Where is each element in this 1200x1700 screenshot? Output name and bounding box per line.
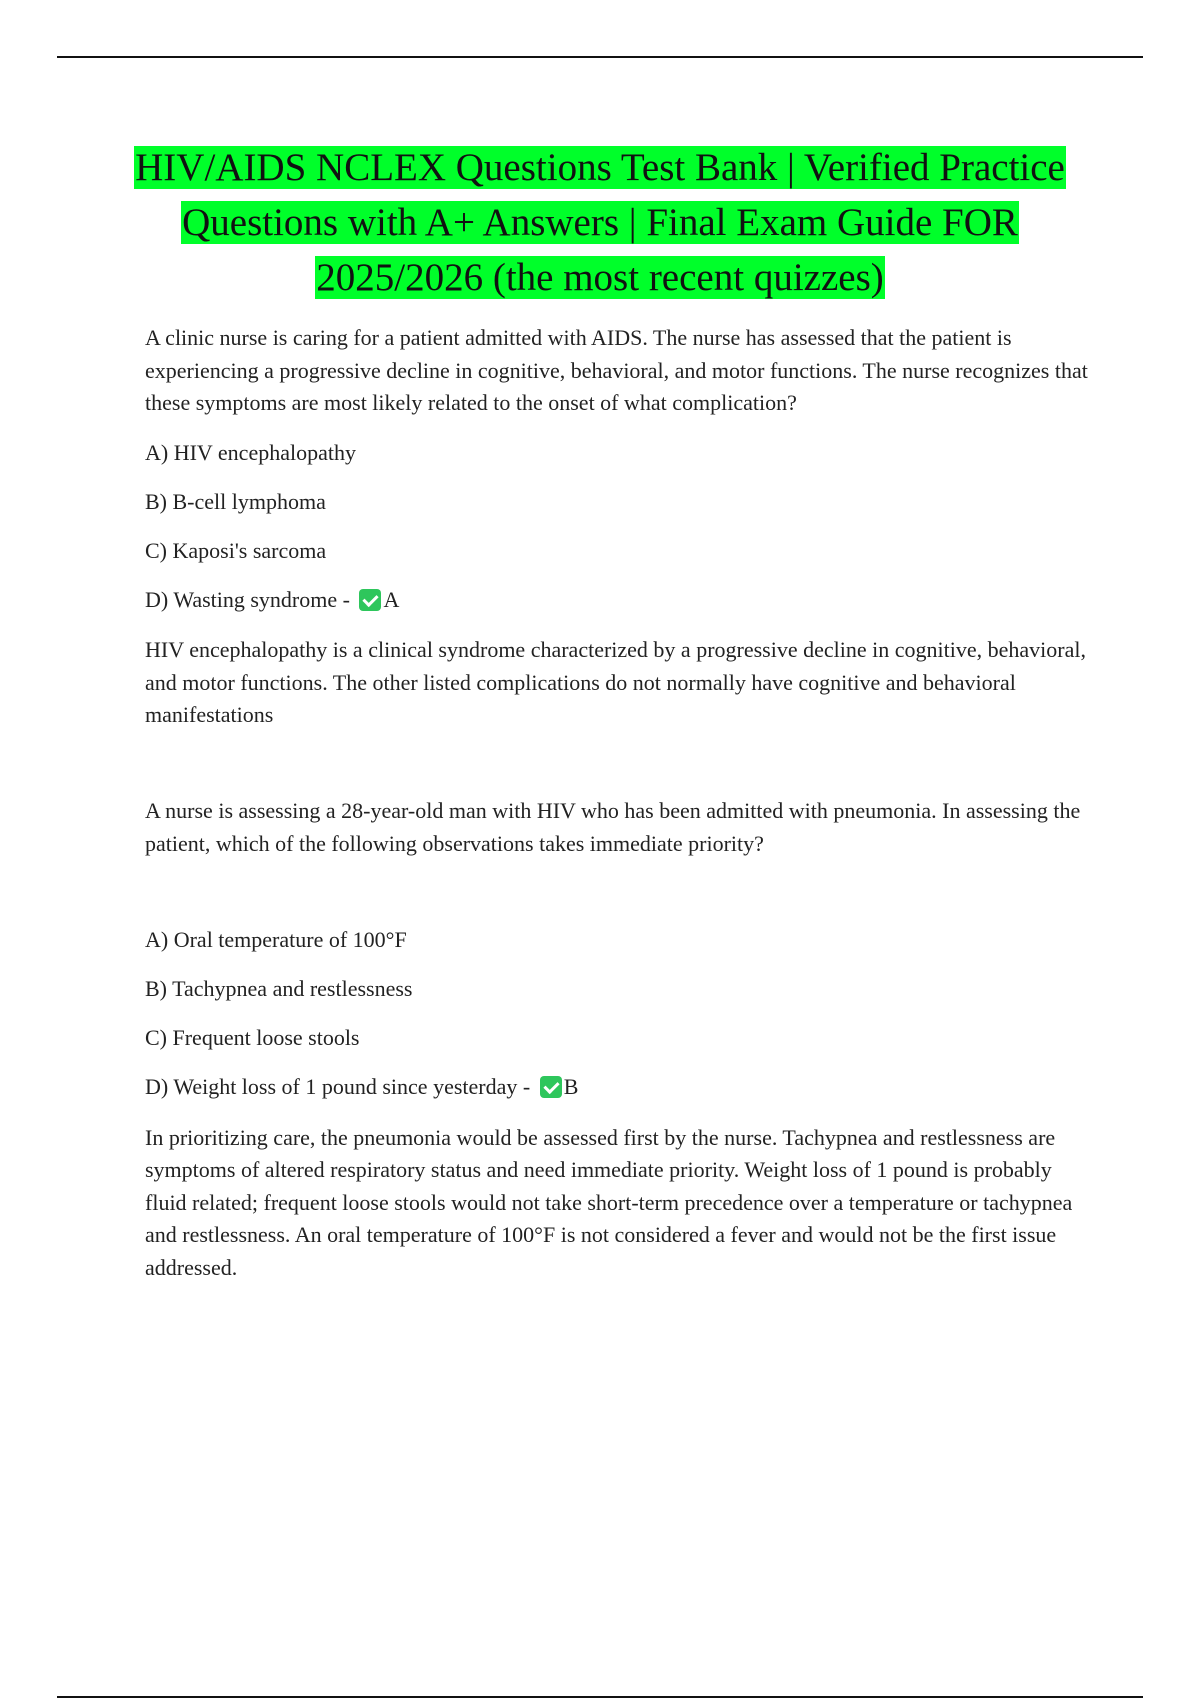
option-d: D) Wasting syndrome - — [145, 586, 350, 612]
footer-rule — [57, 1696, 1143, 1698]
rationale: In prioritizing care, the pneumonia would be assessed first by the nurse. Tachypnea and restlessness are symptoms of altered respiratory status and need immediate priority. Weight loss of 1 pound is probably fluid related; frequent loose stools would not take short-term precedence over a temperature or tachypnea and restlessness. An oral temperature of 100°F is not considered a fever and would not be the first issue addressed. — [145, 1124, 1073, 1280]
document-title-text: HIV/AIDS NCLEX Questions Test Bank | Verified Practice Questions with A+ Answers | Final Exam Guide FOR 2025/2026 (the most recent quizzes) — [135, 146, 1065, 299]
option-c: C) Kaposi's sarcoma — [145, 537, 327, 563]
question-stem: A clinic nurse is caring for a patient admitted with AIDS. The nurse has assessed that the patient is experiencing a progressive decline in cognitive, behavioral, and motor functions. The nurse recognizes that these symptoms are most likely related to the onset of what complication? — [145, 325, 1088, 415]
question-stem: A nurse is assessing a 28-year-old man with HIV who has been admitted with pneumonia. In assessing the patient, which of the following observations takes immediate priority? — [145, 798, 1081, 856]
document-title — [120, 140, 1080, 305]
check-mark-icon — [359, 589, 381, 611]
option-b: B) B-cell lymphoma — [145, 488, 326, 514]
option-a: A) HIV encephalopathy — [145, 439, 356, 465]
option-b: B) Tachypnea and restlessness — [145, 976, 413, 1001]
answer-letter: B — [563, 1074, 579, 1099]
option-d-with-answer — [145, 1071, 1090, 1104]
header-rule — [57, 56, 1143, 58]
option-c: C) Frequent loose stools — [145, 1025, 360, 1050]
option-d: D) Weight loss of 1 pound since yesterday - — [145, 1074, 531, 1099]
question-block-2 — [145, 795, 1090, 1284]
option-d-with-answer — [145, 584, 1090, 617]
check-mark-icon — [540, 1076, 562, 1098]
question-block-1 — [145, 322, 1090, 732]
rationale: HIV encephalopathy is a clinical syndrome characterized by a progressive decline in cognitive, behavioral, and motor functions. The other listed complications do not normally have cognitive and behavioral manifestations — [145, 637, 1086, 727]
answer-letter: A — [383, 586, 400, 612]
option-a: A) Oral temperature of 100°F — [145, 927, 407, 952]
